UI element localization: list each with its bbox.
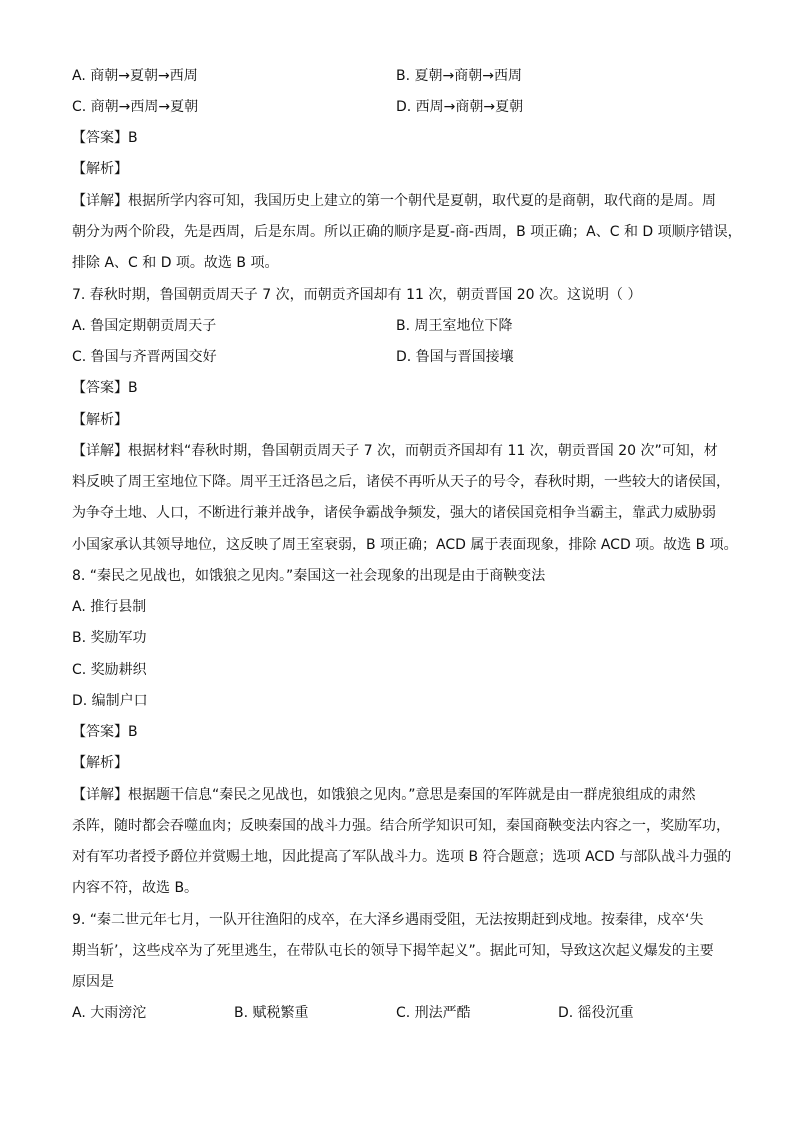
q7-option-c: C. 鲁国与齐晋两国交好 <box>72 349 217 365</box>
q6-answer: 【答案】B <box>72 130 138 146</box>
q7-detail-line: 料反映了周王室地位下降。周平王迁洛邑之后，诸侯不再听从天子的号令，春秋时期，一些较大的诸侯国， <box>72 474 730 490</box>
q8-option-c: C. 奖励耕织 <box>72 662 147 678</box>
q8-option-b: B. 奖励军功 <box>72 630 147 646</box>
q8-option-d: D. 编制户口 <box>72 693 148 709</box>
q8-detail-line: 【详解】根据题干信息“秦民之见战也，如饿狼之见肉。”意思是秦国的军阵就是由一群虎狼组成的肃然 <box>72 787 696 803</box>
q7-answer: 【答案】B <box>72 380 138 396</box>
q6-option-a: A. 商朝→夏朝→西周 <box>72 68 198 84</box>
q6-option-d: D. 西周→商朝→夏朝 <box>396 99 524 115</box>
q9-stem-line: 9. “秦二世元年七月，一队开往渔阳的戍卒，在大泽乡遇雨受阻，无法按期赶到戍地。按秦律，戍卒‘失 <box>72 912 704 928</box>
q9-option-b: B. 赋税繁重 <box>234 1005 309 1021</box>
q7-option-b: B. 周王室地位下降 <box>396 318 513 334</box>
q6-detail-line: 【详解】根据所学内容可知，我国历史上建立的第一个朝代是夏朝，取代夏的是商朝，取代商的是周。周 <box>72 193 716 209</box>
q7-option-a: A. 鲁国定期朝贡周天子 <box>72 318 217 334</box>
q8-analysis-heading: 【解析】 <box>72 755 128 771</box>
q7-option-d: D. 鲁国与晋国接壤 <box>396 349 514 365</box>
q9-stem-line: 原因是 <box>72 974 114 990</box>
q8-detail-line: 内容不符，故选 B。 <box>72 880 199 896</box>
q6-option-b: B. 夏朝→商朝→西周 <box>396 68 522 84</box>
q6-detail-line: 排除 A、C 和 D 项。故选 B 项。 <box>72 255 279 271</box>
q9-option-c: C. 刑法严酷 <box>396 1005 471 1021</box>
q7-analysis-heading: 【解析】 <box>72 412 128 428</box>
q8-option-a: A. 推行县制 <box>72 599 147 615</box>
q8-detail-line: 对有军功者授予爵位并赏赐土地，因此提高了军队战斗力。选项 B 符合题意；选项 ACD 与部队战斗力强的 <box>72 849 732 865</box>
q7-stem: 7. 春秋时期，鲁国朝贡周天子 7 次，而朝贡齐国却有 11 次，朝贡晋国 20 次。这说明（ ） <box>72 287 642 303</box>
q9-option-a: A. 大雨滂沱 <box>72 1005 147 1021</box>
q6-detail-line: 朝分为两个阶段，先是西周，后是东周。所以正确的顺序是夏-商-西周，B 项正确；A、C 和 D 项顺序错误， <box>72 224 742 240</box>
q7-detail-line: 小国家承认其领导地位，这反映了周王室衰弱，B 项正确；ACD 属于表面现象，排除 ACD 项。故选 B 项。 <box>72 537 738 553</box>
q8-answer: 【答案】B <box>72 724 138 740</box>
q6-analysis-heading: 【解析】 <box>72 161 128 177</box>
q7-detail-line: 为争夺土地、人口，不断进行兼并战争，诸侯争霸战争频发，强大的诸侯国竞相争当霸主，靠武力威胁弱 <box>72 505 716 521</box>
q6-option-c: C. 商朝→西周→夏朝 <box>72 99 199 115</box>
q8-detail-line: 杀阵，随时都会吞噬血肉；反映秦国的战斗力强。结合所学知识可知，秦国商鞅变法内容之一，奖励军功， <box>72 818 730 834</box>
q7-detail-line: 【详解】根据材料“春秋时期，鲁国朝贡周天子 7 次，而朝贡齐国却有 11 次，朝贡晋国 20 次”可知，材 <box>72 443 718 459</box>
q8-stem: 8. “秦民之见战也，如饿狼之见肉。”秦国这一社会现象的出现是由于商鞅变法 <box>72 568 546 584</box>
q9-stem-line: 期当斩’，这些戍卒为了死里逃生，在带队屯长的领导下揭竿起义”。据此可知，导致这次起义爆发的主要 <box>72 943 714 959</box>
q9-option-d: D. 徭役沉重 <box>558 1005 634 1021</box>
